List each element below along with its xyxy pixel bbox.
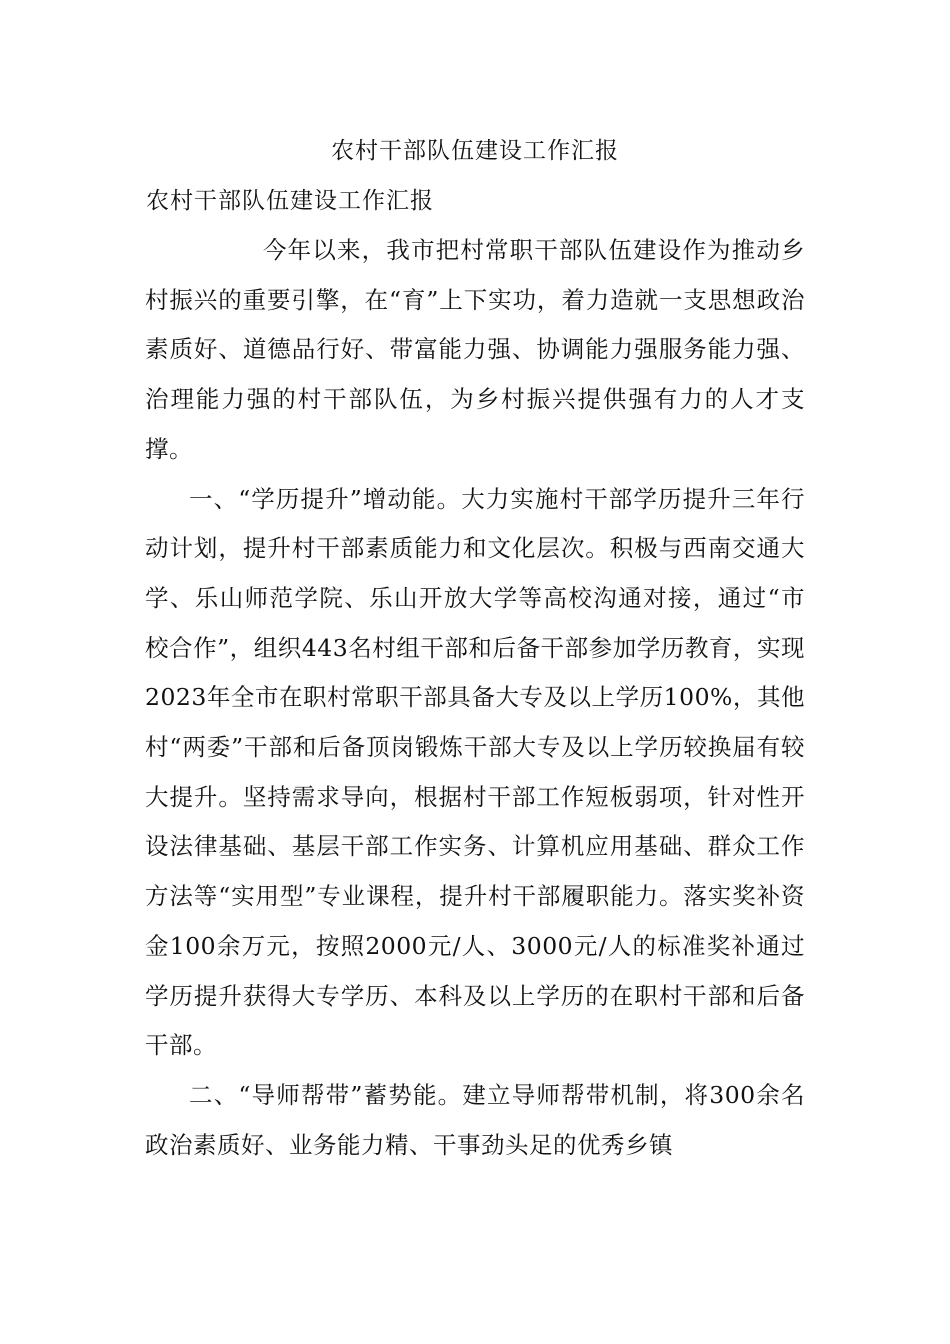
document-body — [145, 226, 805, 1170]
paragraph-intro: 今年以来，我市把村常职干部队伍建设作为推动乡村振兴的重要引擎，在“育”上下实功，着力造就一支思想政治素质好、道德品行好、带富能力强、协调能力强服务能力强、治理能力强的村干部队伍，为乡村振兴提供强有力的人才支撑。 — [145, 236, 805, 463]
paragraph-education: 一、“学历提升”增动能。大力实施村干部学历提升三年行动计划，提升村干部素质能力和文化层次。积极与西南交通大学、乐山师范学院、乐山开放大学等高校沟通对接，通过“市校合作”，组织443名村组干部和后备干部参加学历教育，实现2023年全市在职村常职干部具备大专及以上学历100%，其他村“两委”干部和后备顶岗锻炼干部大专及以上学历较换届有较大提升。坚持需求导向，根据村干部工作短板弱项，针对性开设法律基础、基层干部工作实务、计算机应用基础、群众工作方法等“实用型”专业课程，提升村干部履职能力。落实奖补资金100余万元，按照2000元/人、3000元/人的标准奖补通过学历提升获得大专学历、本科及以上学历的在职村干部和后备干部。 — [145, 484, 805, 1060]
paragraph-mentor: 二、“导师帮带”蓄势能。建立导师帮带机制，将300余名政治素质好、业务能力精、干事劲头足的优秀乡镇 — [145, 1080, 805, 1159]
document-title: 农村干部队伍建设工作汇报 — [331, 138, 619, 164]
document-subtitle: 农村干部队伍建设工作汇报 — [146, 188, 434, 214]
